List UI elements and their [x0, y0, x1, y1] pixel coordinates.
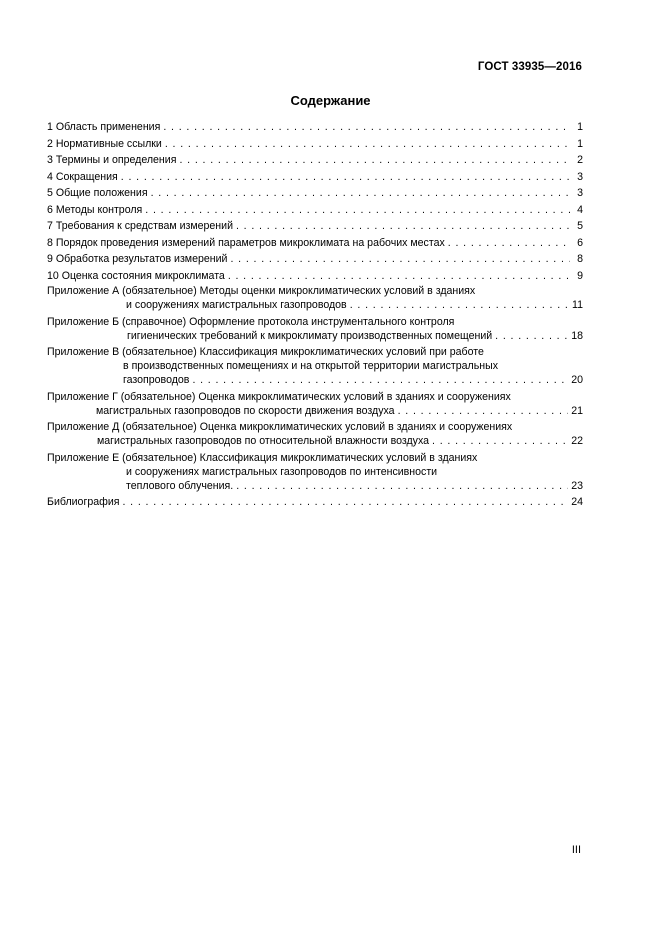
toc-entry[interactable] [47, 202, 583, 219]
appendix-title-continuation: магистральных газопроводов по относительной влажности воздуха [97, 435, 430, 447]
toc-entry[interactable] [47, 152, 583, 169]
appendix-title-continuation: магистральных газопроводов по скорости движения воздуха [96, 404, 395, 417]
appendix-title-continuation: и сооружениях магистральных газопроводов [126, 299, 347, 311]
toc-entry-title: 4 Сокращения [47, 170, 118, 183]
appendix-title: Приложение Г (обязательное) Оценка микроклиматических условий в зданиях и сооружениях [47, 390, 511, 403]
dot-leader [122, 494, 568, 511]
appendix-title: Приложение Б (справочное) Оформление протокола инструментального контроля [47, 315, 455, 328]
toc-entry-page: 22 [571, 435, 583, 447]
toc-entry-page: 1 [577, 137, 583, 150]
appendix-title-continuation: теплового облучения. [126, 479, 234, 492]
toc-entry-title: 6 Методы контроля [47, 203, 143, 216]
document-number: ГОСТ 33935—2016 [477, 61, 582, 73]
toc-entry-page: 4 [577, 203, 583, 216]
appendix-title: Приложение Е (обязательное) Классификация микроклиматических условий в зданиях [47, 451, 478, 464]
toc-entry-title: 2 Нормативные ссылки [47, 137, 162, 150]
toc-appendix-g[interactable] [47, 390, 583, 419]
dot-leader [236, 218, 570, 235]
appendix-title: Приложение В (обязательное) Классификация микроклиматических условий при работе [47, 346, 484, 358]
toc-entry-page: 2 [577, 154, 583, 166]
dot-leader [448, 235, 570, 252]
toc-appendix-v[interactable] [47, 345, 583, 388]
toc-entry[interactable] [47, 268, 583, 285]
appendix-title-continuation: в производственных помещениях и на открытой территории магистральных [123, 360, 499, 372]
toc-entry[interactable] [47, 169, 583, 186]
page-number: III [571, 844, 581, 856]
toc-entry-page: 21 [571, 404, 583, 417]
toc-appendix-d[interactable] [47, 420, 583, 449]
toc-entry[interactable] [47, 251, 583, 268]
toc-entry-page: 9 [577, 269, 583, 282]
toc-entry-title: 9 Обработка результатов измерений [47, 253, 228, 265]
toc-entry[interactable] [47, 136, 583, 153]
toc-entry-page: 3 [577, 187, 583, 199]
dot-leader [151, 185, 570, 202]
toc-entry-page: 3 [577, 170, 583, 183]
toc-entry-title: 5 Общие положения [47, 187, 148, 199]
dot-leader [350, 298, 569, 313]
dot-leader [236, 479, 568, 494]
dot-leader [179, 152, 570, 169]
toc-entry[interactable] [47, 235, 583, 252]
appendix-title: Приложение А (обязательное) Методы оценки микроклиматических условий в зданиях [47, 285, 476, 297]
toc-entry-page: 18 [571, 329, 583, 342]
toc-entry-page: 8 [577, 253, 583, 265]
appendix-title-continuation: и сооружениях магистральных газопроводов по интенсивности [126, 465, 438, 478]
toc-entry-page: 6 [577, 236, 583, 249]
appendix-title-continuation: газопроводов [123, 374, 190, 386]
toc-entry-title: 1 Область применения [47, 121, 161, 133]
table-of-contents [47, 119, 583, 510]
toc-entry-page: 1 [577, 121, 583, 133]
toc-entry-title: 8 Порядок проведения измерений параметров микроклимата на рабочих местах [47, 236, 445, 249]
dot-leader [228, 268, 570, 285]
appendix-title: Приложение Д (обязательное) Оценка микроклиматических условий в зданиях и сооружениях [47, 421, 513, 433]
toc-appendix-e[interactable] [47, 451, 583, 494]
toc-entry-title: 7 Требования к средствам измерений [47, 220, 233, 232]
toc-entry-page: 20 [571, 374, 583, 386]
toc-entry-title: Библиография [47, 495, 120, 508]
dot-leader [165, 136, 570, 153]
toc-entry[interactable] [47, 119, 583, 136]
dot-leader [432, 434, 568, 449]
toc-entry-page: 23 [571, 479, 583, 492]
dot-leader [145, 202, 570, 219]
toc-appendix-b[interactable] [47, 315, 583, 344]
dot-leader [121, 169, 570, 186]
dot-leader [495, 329, 568, 344]
toc-appendix-a[interactable] [47, 284, 583, 313]
toc-entry-page: 11 [572, 299, 583, 311]
toc-entry-bibliography[interactable] [47, 494, 583, 511]
toc-entry-title: 10 Оценка состояния микроклимата [47, 269, 225, 282]
toc-entry-page: 24 [571, 495, 583, 508]
appendix-title-continuation: гигиенических требований к микроклимату производственных помещений [127, 329, 493, 342]
toc-entry-page: 5 [577, 220, 583, 232]
page-title: Содержание [290, 93, 371, 108]
toc-entry-title: 3 Термины и определения [47, 154, 177, 166]
toc-entry[interactable] [47, 185, 583, 202]
dot-leader [230, 251, 570, 268]
dot-leader [192, 373, 568, 388]
dot-leader [163, 119, 570, 136]
toc-entry[interactable] [47, 218, 583, 235]
dot-leader [398, 404, 569, 419]
